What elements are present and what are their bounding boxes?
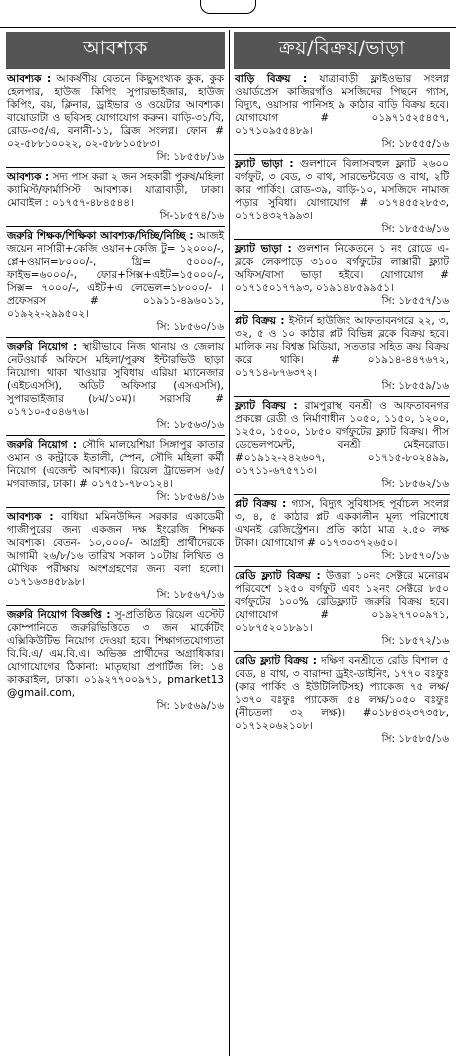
ad-heading: জরুরি নিয়োগ :	[7, 439, 78, 451]
ad-separator	[6, 167, 225, 168]
ad-body: বাধিয়া মমিনউদ্দিন সরকার একাডেমী গাজীপুরের জন্য একজন দক্ষ ইংরেজি শিক্ষক আবশ্যক। বেতন- ১০,০০০/- আগ্রহী প্রার্থীদেরকে আগামী ২৬/৮/১৬ তারিখ সকাল ১০টায় লিখিত ও মৌখিক পরীক্ষায় অংশগ্রহণের জন্য বলা হলো। ০১৭১৬৩৪৫৮৯৮।	[7, 511, 224, 588]
ad-body: যাত্রাবাড়ী ফ্লাইওভার সংলগ্ন ওয়ার্ডপ্রেস কাজিরগাঁও মসজিদের পিছনে গ্যাস, বিদ্যুৎ, ওয়াসার পানিসহ ৯ কাঠার বাড়ি বিক্রয় হবে। যোগাযোগ # ০১৯৭১৫২৫৪৫৭, ০১৭১০৯৫৫৪৮৯।	[235, 73, 449, 137]
ad-code: সি: ১৮৫৬২/১৬	[381, 478, 449, 490]
ad-heading: ফ্ল্যাট বিক্রয় :	[235, 400, 298, 412]
ad-body: রামপুরাস্থ বনশ্রী ও আফতাবনগর প্রকল্পে রেডী ও নির্মাণাধীন ১০৫০, ১১৫০, ১২০০, ১২৫০, ১৫০০, ১৮৫০ বর্গফুটের ফ্ল্যাট বিক্রয়। পীস ডেভেলপমেন্ট, বনশ্রী মেইনরোড। #০১৯১২-২৪২৬০৭, ০১৭১৫-৮০২৪৯৯, ০১৭১১-৬৭৫৭১৩।	[235, 400, 449, 477]
ad-body: সৌদি মালয়েশিয়া সিঙ্গাপুর কাতার ওমান ও কন্ট্রাকে ইতালী, স্পেন, সৌদি মহিলা কর্মী নিয়োগ (এজেন্ট আবশ্যক)। রিয়েল ট্রাভেলস ৬৫/মগবাজার, ঢাকা। # ০১৭৫১-৭৮০১২৪।	[7, 439, 224, 490]
column-wanted	[6, 32, 225, 1056]
ad-item	[234, 158, 450, 236]
ad-heading: জরুরি শিক্ষক/শিক্ষিকা আবশ্যক/দিচ্ছি/নিচ্ছি :	[7, 230, 194, 242]
ad-heading: প্লট বিক্রয় :	[235, 498, 287, 510]
ad-separator	[234, 494, 450, 495]
column-header-wanted: আবশ্যক	[6, 32, 225, 69]
ad-body: স্থায়ীভাবে নিজ থানায় ও জেলায় নেটওয়ার্ক অফিসে মহিলা/পুরুষ ইন্টারভিউ ছাড়া নিয়োগ। থাকা খাওয়ার সুবিধায় এরিয়া ম্যানেজার (এইচএসসি), অডিট অফিসার (এসএসসি), সুপারভাইজার (৮ম/১০ম)। সরাসরি # ০১৭১০-৫০৪৬৭৬।	[7, 341, 224, 418]
ad-item	[6, 171, 225, 223]
ad-code: সি: ১৮৫৬৪/১৬	[156, 491, 224, 503]
ad-separator	[6, 605, 225, 606]
ad-body: আজই জয়েন নার্সারী+কেজি ওয়ান+কেজি টু= ১২০০০/-, প্লে+ওয়ান=৮০০০/-, থ্রি= ৫০০০/-, ফাইভ=৬০০০/-, ফোর+সিক্স+এইট=১৫০০০/-, সিক্স= ৭০০০/-, এইট+এ লেভেল=১৮০০০/- । প্রফেসরস # ০১৯১১-৪৯৬০১১, ০১৯২২-২৯৯৫০২।	[7, 230, 224, 320]
ad-heading: রেডি ফ্ল্যাট বিক্রয় :	[235, 570, 321, 582]
ad-heading: ফ্ল্যাট ভাড়া :	[235, 243, 292, 255]
ad-item	[234, 655, 450, 746]
top-notch	[200, 0, 256, 14]
ad-body: ইস্টার্ন হাউজিং আফতাবনগরে ২২, ৩, ৩২, ৫ ও ১০ কাঠার প্লট বিভিন্ন ব্লকে বিক্রয় হবে। মালিক নয় বিশ্বস্ত মিডিয়া, সততার সহিত ক্রয় বিক্রয় করে থাকি। # ০১৯১৪-৪৪৭৬৭২, ০১৭১৪-৮৭৬৩৭২।	[235, 315, 449, 379]
ad-item	[6, 73, 225, 164]
ad-item	[6, 341, 225, 432]
ad-separator	[234, 396, 450, 397]
ad-item	[234, 73, 450, 151]
ad-code: সি: ১৮৫৫৭/১৬	[381, 295, 449, 307]
ad-code: সি: ১৮৫৬৯/১৬	[156, 700, 224, 712]
column-header-buy-sell-rent: ক্রয়/বিক্রয়/ভাড়া	[234, 32, 450, 69]
ad-code: সি: ১৮৫৭২/১৬	[381, 635, 449, 647]
ad-item	[6, 230, 225, 334]
ad-code: সি: ১৮৫৮৫/১৬	[381, 733, 449, 745]
ad-code: সি: ১৮৫৫৯/১৬	[381, 380, 449, 392]
ad-separator	[6, 226, 225, 227]
ad-code: সি-১৮৫৭৪/১৬	[159, 210, 224, 222]
ad-code: সি: ১৮৫৭০/১৬	[381, 550, 449, 562]
ad-item	[6, 511, 225, 602]
ad-code: সি: ১৮৫৬০/১৬	[156, 321, 224, 333]
column-buy-sell-rent	[234, 32, 450, 1056]
ad-separator	[6, 507, 225, 508]
ad-separator	[6, 435, 225, 436]
ad-body: সদ্য পাস করা ২ জন সহকারী পুরুষ/মহিলা ক্যামিস্ট/ফার্মাসিস্ট আবশ্যক। যাত্রাবাড়ী, ঢাকা। মোবাইল : ০১৭৫৭-৪৮৪৫৪৪।	[7, 171, 224, 209]
ad-heading: বাড়ি বিক্রয় :	[235, 73, 308, 85]
ad-heading: রেডি ফ্ল্যাট বিক্রয় :	[235, 655, 317, 667]
ad-body: উত্তরা ১০নং সেক্টরে মনোরম পরিবেশে ১২৫০ বর্গফুট এবং ১২নং সেক্টরে ৮৫০ বর্গফুটের ১০০% রেডিফ্ল্যাট জরুরি বিক্রয় হবে। যোগাযোগ # ০১৯২৭৭০০৯৭১, ০১৮৭৫২০১৮৯১।	[235, 570, 449, 634]
ad-item	[234, 400, 450, 491]
ad-heading: জরুরি নিয়োগ বিজ্ঞপ্তি :	[7, 609, 111, 621]
ad-item	[234, 243, 450, 308]
ad-item	[6, 439, 225, 504]
ad-code: সি: ১৮৫৫৬/১৬	[381, 223, 449, 235]
ad-heading: প্লট বিক্রয় :	[235, 315, 285, 327]
ad-heading: জরুরি নিয়োগ :	[7, 341, 78, 353]
top-border	[0, 0, 456, 28]
ad-separator	[234, 311, 450, 312]
ad-code: সি: ১৮৫৫৫/১৬	[381, 138, 449, 150]
column-divider	[229, 30, 230, 1056]
ad-body: সু-প্রতিষ্ঠিত রিয়েল এস্টেট কোম্পানিতে জরুরিভিত্তিতে ৩ জন মার্কেটিং এক্সিকিউটিভ নিয়োগ দেওয়া হবে। শিক্ষাগতযোগ্যতা বি.বি.এ/ এম.বি.এ। অভিজ্ঞ প্রার্থীদের অগ্রাধিকার। যোগাযোগের ঠিকানা: মাতৃছায়া প্রপার্টিজ লি: ১৪ কাকরাইল, ঢাকা। ০১৯২৭৭০০৯৭১, pmarket13 @gmail.com,	[7, 609, 224, 699]
ad-heading: আবশ্যক :	[7, 73, 52, 85]
ad-heading: আবশ্যক :	[7, 171, 50, 183]
ad-heading: আবশ্যক :	[7, 511, 54, 523]
ad-body: গ্যাস, বিদ্যুৎ সুবিধাসহ পূর্বাচল সংলগ্ন ৩, ৪, ৫ কাঠার প্লট এককালীন মূল্য পরিশোধে এখনই রেজিস্ট্রেশন। প্রতি কাঠা মাত্র ২.৫০ লক্ষ টাকা। যোগাযোগ # ০১৭৩০৩৭২৬৫০।	[235, 498, 449, 549]
ad-body: গুলশানে বিলাসবহুল ফ্ল্যাট ২৬০০ বর্গফুট, ৩ বেড, ৩ বাথ, সারভেন্টবেড ও বাথ, ২টি কার পার্কিং। রোড-৩৯, বাড়ি-১০, মসজিদে নামাজ পড়ার সুবিধা। যোগাযোগ # ০১৭৪৫৫২৮৫৩, ০১৭১৪৩২৭৯৯৩।	[235, 158, 449, 222]
ad-separator	[234, 154, 450, 155]
ad-body: আকর্ষণীয় বেতনে কিছুসংখ্যক কুক, কুক হেলপার, হাউজ কিপিং সুপারভাইজার, হাউজ কিপিং, বয়, ক্লিনার, ড্রাইভার ও ওয়েটার আবশ্যক। বায়োডাটা ও ছবিসহ যোগাযোগ করুন। বাড়ি-৩১/বি, রোড-৩৫/এ, বনানী-১১, ব্রিজ সংলগ্ন। ফোন # ০২-৫৮৮১০০২২, ০২-৫৮৮১০৫৮৩।	[7, 73, 225, 150]
ad-item	[234, 570, 450, 648]
ad-separator	[6, 337, 225, 338]
ad-item	[6, 609, 225, 713]
ad-separator	[234, 566, 450, 567]
ad-item	[234, 315, 450, 393]
ad-body: গুলশান নিকেতনে ১ নং রোডে এ-ব্লকে লেকপাড়ে ৩১০০ বর্গফুটের লাক্সারী ফ্ল্যাট অফিস/বাসা ভাড়া হইবে। যোগাযোগ # ০১৭১৫০১৭৭৯৩, ০১৯১৪৮৫৯৯৫১।	[235, 243, 449, 294]
ad-separator	[234, 239, 450, 240]
ad-item	[234, 498, 450, 563]
ad-code: সি: ১৮৫৫৮/১৬	[156, 151, 224, 163]
ad-heading: ফ্ল্যাট ভাড়া :	[235, 158, 294, 170]
ad-separator	[234, 651, 450, 652]
ad-code: সি: ১৮৫৬৭/১৬	[156, 589, 224, 601]
ad-body: দক্ষিণ বনশ্রীতে রেডি বিশাল ৫ বেড, ৪ বাথ, ৩ বারান্দা ড্রইং-ডাইনিং, ১৭৭০ বঃফুঃ (কার পার্কিং ও ইউটিলিটিসহ) প্যাকেজ ৭৫ লক্ষ/১৩৭০ বঃফুঃ প্যাকেজ ৫৪ লক্ষ/১০৫০ বঃফুঃ (নীচতলা ৩২ লক্ষ)। #০১৮৪৩২৩৭৩৫৮, ০১৭১২০৬২১০৮।	[235, 655, 449, 732]
ad-code: সি: ১৮৫৬৩/১৬	[156, 419, 224, 431]
